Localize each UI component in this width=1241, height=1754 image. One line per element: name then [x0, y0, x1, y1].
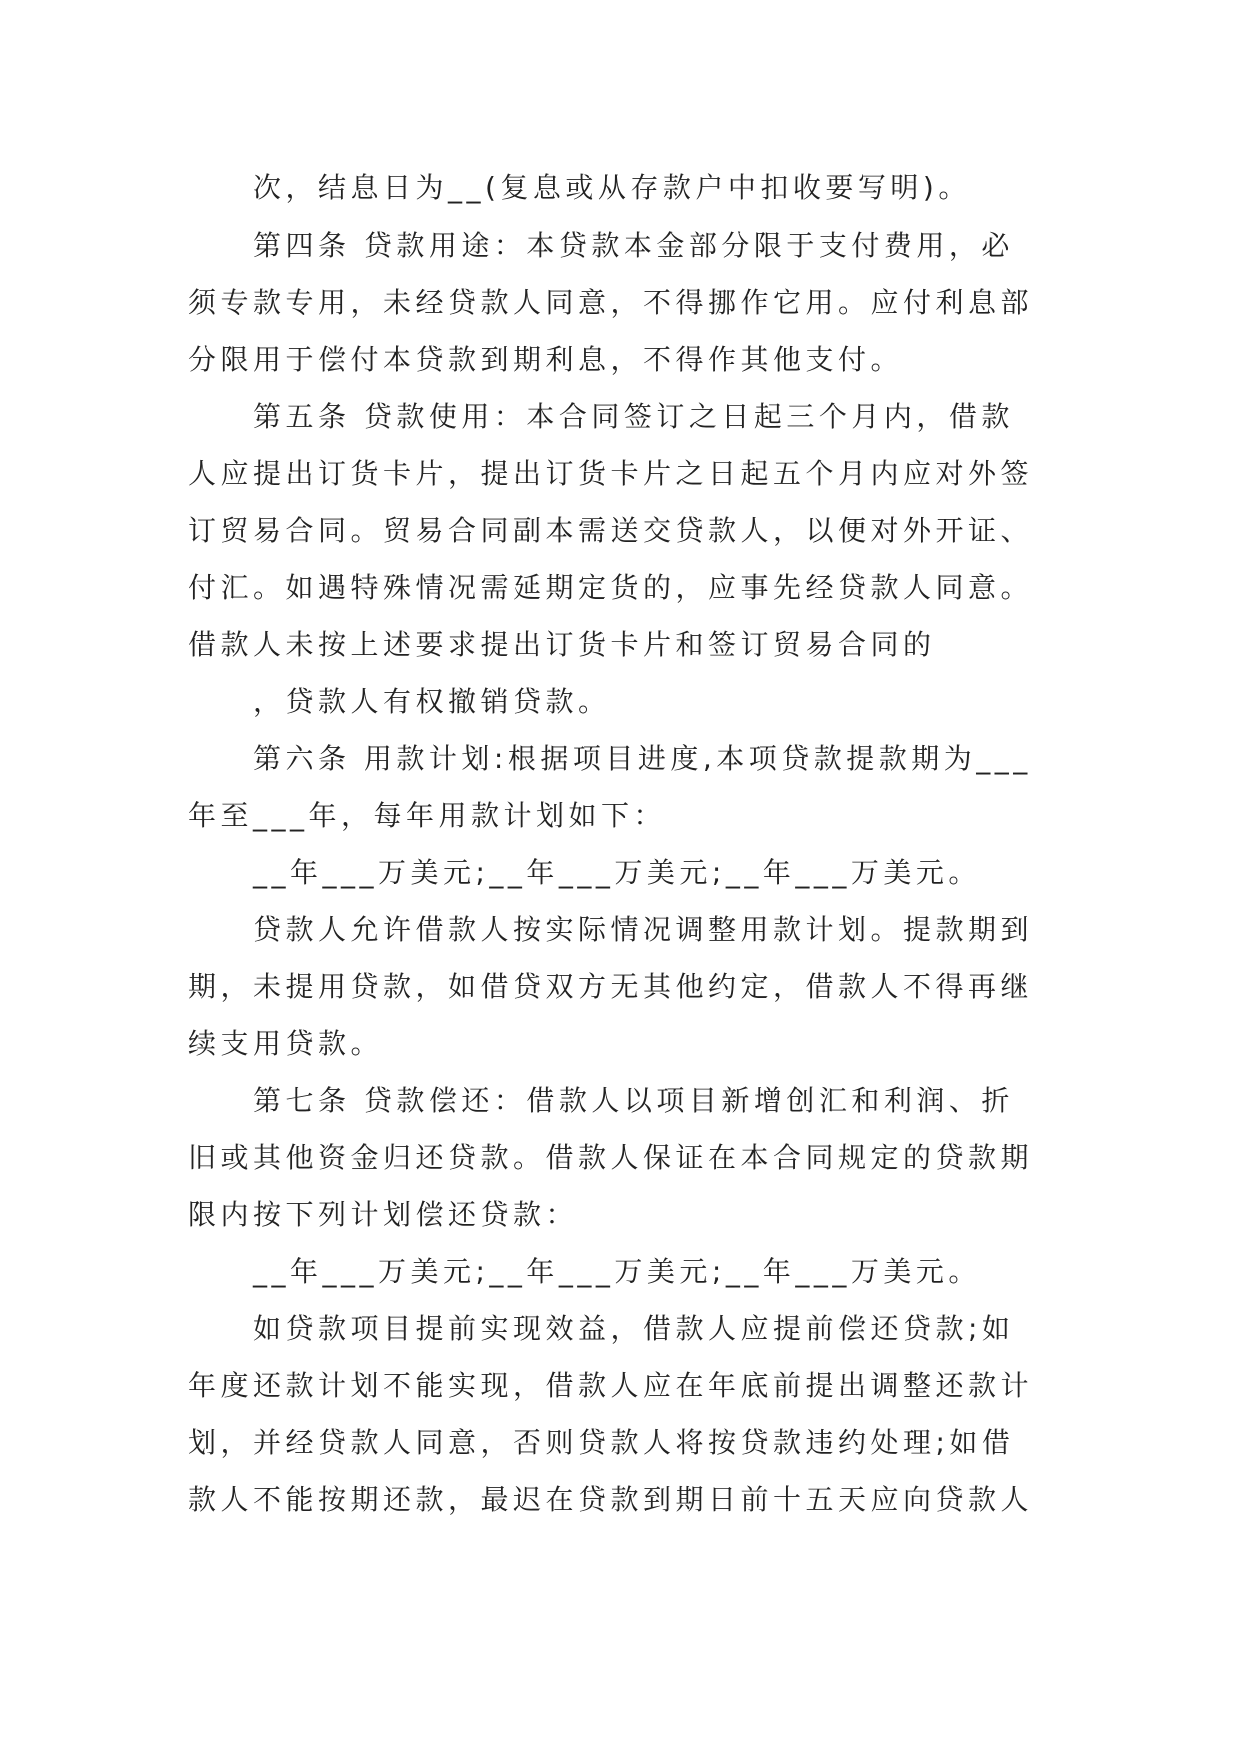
- text-line: 贷款人允许借款人按实际情况调整用款计划。提款期到: [253, 913, 1034, 946]
- text-line: 旧或其他资金归还贷款。借款人保证在本合同规定的贷款期: [188, 1141, 1034, 1174]
- text-line: 分限用于偿付本贷款到期利息，不得作其他支付。: [188, 343, 904, 376]
- text-line: 付汇。如遇特殊情况需延期定货的，应事先经贷款人同意。: [188, 571, 1034, 604]
- text-line: 年度还款计划不能实现，借款人应在年底前提出调整还款计: [188, 1369, 1034, 1402]
- paragraph-heading-article-7: 第七条 贷款偿还：借款人以项目新增创汇和利润、折: [253, 1084, 1014, 1117]
- text-line: 期，未提用贷款，如借贷双方无其他约定，借款人不得再继: [188, 970, 1034, 1003]
- text-line: 划，并经贷款人同意，否则贷款人将按贷款违约处理;如借: [188, 1426, 1015, 1459]
- payment-schedule-line: __年___万美元;__年___万美元;__年___万美元。: [253, 856, 981, 889]
- text-line: 须专款专用，未经贷款人同意，不得挪作它用。应付利息部: [188, 286, 1034, 319]
- text-line: 次，结息日为__(复息或从存款户中扣收要写明)。: [253, 171, 971, 204]
- text-line: 款人不能按期还款，最迟在贷款到期日前十五天应向贷款人: [188, 1483, 1034, 1516]
- text-line: 订贸易合同。贸易合同副本需送交贷款人，以便对外开证、: [188, 514, 1034, 547]
- text-line: 年至___年，每年用款计划如下：: [188, 799, 667, 832]
- text-line: ，贷款人有权撤销贷款。: [253, 685, 611, 718]
- repayment-schedule-line: __年___万美元;__年___万美元;__年___万美元。: [253, 1255, 981, 1288]
- paragraph-heading-article-6: 第六条 用款计划:根据项目进度,本项贷款提款期为___: [253, 742, 1032, 775]
- paragraph-heading-article-5: 第五条 贷款使用：本合同签订之日起三个月内，借款: [253, 400, 1014, 433]
- text-line: 人应提出订货卡片，提出订货卡片之日起五个月内应对外签: [188, 457, 1034, 490]
- paragraph-heading-article-4: 第四条 贷款用途：本贷款本金部分限于支付费用，必: [253, 229, 1014, 262]
- text-line: 限内按下列计划偿还贷款：: [188, 1198, 579, 1231]
- text-line: 如贷款项目提前实现效益，借款人应提前偿还贷款;如: [253, 1312, 1015, 1345]
- text-line: 续支用贷款。: [188, 1027, 384, 1060]
- text-line: 借款人未按上述要求提出订货卡片和签订贸易合同的: [188, 628, 936, 661]
